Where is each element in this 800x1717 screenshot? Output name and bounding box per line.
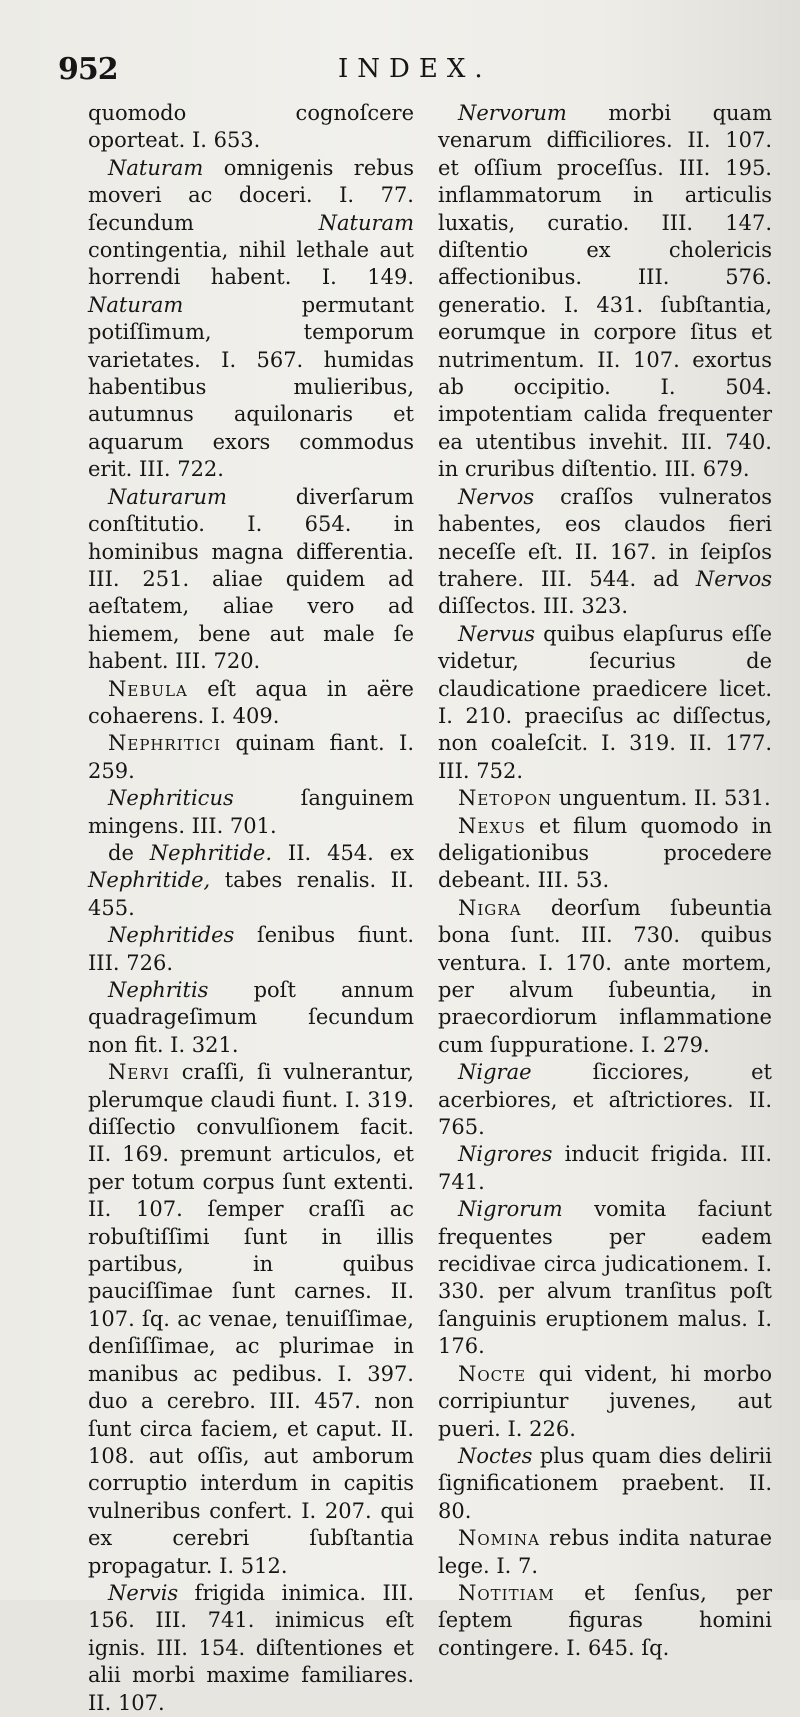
- index-entry: [438, 1525, 772, 1580]
- page-number: 952: [58, 52, 118, 87]
- index-entry: [438, 100, 772, 484]
- index-entry: [438, 621, 772, 785]
- entry-text: tabes renalis. II. 455.: [88, 868, 414, 920]
- index-column-right: [438, 100, 772, 1662]
- index-entry: [88, 977, 414, 1059]
- entry-text: inducit frigida. III. 741.: [438, 1142, 772, 1194]
- index-entry: [438, 1196, 772, 1360]
- index-entry: [88, 155, 414, 484]
- index-entry: [438, 1141, 772, 1196]
- entry-text: eſt aqua in aëre cohaerens. I. 409.: [88, 676, 414, 728]
- entry-text: quinam fiant. I. 259.: [88, 731, 414, 783]
- index-entry: [88, 840, 414, 922]
- entry-headword: Nervos: [695, 566, 772, 591]
- entry-text: craſſi, ſi vulnerantur, plerumque claudi fiunt. I. 319. diſſectio convulſionem facit. II. 169. premunt articulos, et per totum corpus ſunt extenti. II. 107. ſemper craſſi ac robuſtiſſimi ſunt in illis partibus, in quibus pauciſſimae ſunt carnes. II. 107. ſq. ac venae, tenuiſſimae, denſiſſimae, ac plurimae in manibus ac pedibus. I. 397. duo a cerebro. III. 457. non ſunt circa faciem, et caput. II. 108. aut oſſis, aut amborum corruptio interdum in capitis vulneribus confert. I. 207. qui ex cerebri ſubſtantia propagatur. I. 512.: [88, 1060, 414, 1578]
- entry-text: qui vident, hi morbo corripiuntur juvenes, aut pueri. I. 226.: [438, 1361, 772, 1441]
- index-entry: [438, 1580, 772, 1662]
- entry-text: ſicciores, et acerbiores, et aſtrictiores. II. 765.: [438, 1060, 772, 1140]
- entry-headword: Nephritici: [108, 731, 222, 756]
- entry-text: quibus elapſurus eſſe videtur, ſecurius de claudicatione praedicere licet. I. 210. praeciſus ac diſſectus, non coaleſcit. I. 319. II. 177. III. 752.: [438, 621, 772, 783]
- entry-headword: Notitiam: [458, 1580, 555, 1605]
- index-entry: [438, 484, 772, 621]
- index-entry: [88, 100, 414, 155]
- entry-headword: Nervi: [108, 1060, 170, 1085]
- entry-headword: Naturam: [318, 210, 414, 235]
- entry-text: quomodo cognoſcere oporteat. I. 653.: [88, 101, 414, 153]
- entry-headword: Netopon: [458, 786, 553, 811]
- entry-text: deorſum ſubeuntia bona ſunt. III. 730. quibus ventura. I. 170. ante mortem, per alvum ſubeuntia, in praecordiorum inflammatione cum ſuppuratione. I. 279.: [438, 895, 772, 1057]
- entry-text: de: [108, 840, 150, 865]
- entry-text: poſt annum quadrageſimum ſecundum non fit. I. 321.: [88, 978, 414, 1057]
- index-entry: [88, 676, 414, 731]
- entry-text: et ſenſus, per ſeptem figuras homini contingere. I. 645. ſq.: [438, 1580, 772, 1660]
- page-header: [0, 52, 800, 102]
- entry-headword: Naturam: [88, 292, 184, 317]
- entry-text: contingentia, nihil lethale aut horrendi habent. I. 149.: [88, 238, 414, 290]
- entry-headword: Nebula: [108, 676, 188, 701]
- entry-text: diverſarum conſtitutio. I. 654. in hominibus magna differentia. III. 251. aliae quidem ad aeſtatem, aliae vero ad hiemem, bene aut male ſe habent. III. 720.: [88, 484, 414, 674]
- index-entry: [438, 785, 772, 812]
- entry-headword: Nigrores: [458, 1142, 553, 1167]
- entry-text: unguentum. II. 531.: [552, 786, 771, 811]
- index-entry: [438, 1443, 772, 1525]
- entry-headword: Nephritide.: [149, 840, 273, 865]
- entry-headword: Nomina: [458, 1526, 540, 1551]
- entry-text: frigida inimica. III. 156. III. 741. inimicus eſt ignis. III. 154. diſtentiones et alii morbi maxime familiares. II. 107.: [88, 1580, 414, 1715]
- entry-headword: Nervus: [458, 621, 536, 646]
- entry-headword: Nigrae: [458, 1060, 532, 1085]
- entry-headword: Noctes: [458, 1443, 533, 1468]
- entry-text: vomita faciunt frequentes per eadem recidivae circa judicationem. I. 330. per alvum tranſitus poſt ſanguinis eruptionem malus. I. 176.: [438, 1197, 772, 1359]
- entry-headword: Nexus: [458, 813, 526, 838]
- entry-text: ſanguinem mingens. III. 701.: [88, 786, 414, 838]
- entry-text: ſenibus fiunt. III. 726.: [88, 923, 414, 975]
- entry-headword: Nephritide,: [88, 868, 211, 893]
- entry-headword: Nocte: [458, 1361, 527, 1386]
- entry-headword: Nephritides: [108, 923, 235, 948]
- entry-text: omnigenis rebus moveri ac doceri. I. 77. ſecundum: [88, 155, 414, 235]
- entry-headword: Nigrorum: [458, 1197, 563, 1222]
- entry-text: permutant potiſſimum, temporum varietates. I. 567. humidas habentibus mulieribus, autumnus aquilonaris et aquarum exors commodus erit. III. 722.: [88, 292, 414, 482]
- entry-headword: Naturarum: [108, 484, 227, 509]
- index-entry: [88, 1059, 414, 1580]
- index-entry: [88, 484, 414, 676]
- entry-headword: Naturam: [108, 155, 204, 180]
- entry-headword: Nigra: [458, 895, 522, 920]
- index-entry: [88, 730, 414, 785]
- entry-text: rebus indita naturae lege. I. 7.: [438, 1526, 772, 1578]
- entry-text: et filum quomodo in deligationibus procedere debeant. III. 53.: [438, 813, 772, 893]
- index-entry: [438, 895, 772, 1059]
- entry-text: morbi quam venarum difficiliores. II. 107. et oſſium proceſſus. III. 195. inflammatorum in articulis luxatis, curatio. III. 147. diſtentio ex cholericis affectionibus. III. 576. generatio. I. 431. ſubſtantia, eorumque in corpore ſitus et nutrimentum. II. 107. exortus ab occipitio. I. 504. impotentiam calida frequenter ea utentibus invehit. III. 740. in cruribus diſtentio. III. 679.: [438, 101, 772, 482]
- entry-text: II. 454. ex: [272, 840, 415, 865]
- entry-text: diſſectos. III. 323.: [438, 594, 629, 619]
- index-entry: [88, 1580, 414, 1717]
- entry-headword: Nephritis: [108, 978, 209, 1002]
- entry-text: craſſos vulneratos habentes, eos claudos fieri neceſſe eſt. II. 167. in ſeipſos trahere. III. 544. ad: [438, 484, 772, 591]
- entry-headword: Nervorum: [458, 101, 567, 125]
- index-entry: [438, 813, 772, 895]
- entry-headword: Nervos: [458, 484, 535, 509]
- entry-headword: Nephriticus: [108, 786, 234, 811]
- entry-headword: Nervis: [108, 1580, 179, 1605]
- index-column-left: [88, 100, 414, 1717]
- index-entry: [88, 922, 414, 977]
- index-entry: [438, 1059, 772, 1141]
- index-entry: [438, 1361, 772, 1443]
- running-title: INDEX.: [338, 54, 492, 84]
- entry-text: plus quam dies delirii ſignificationem praebent. II. 80.: [438, 1443, 772, 1523]
- index-entry: [88, 785, 414, 840]
